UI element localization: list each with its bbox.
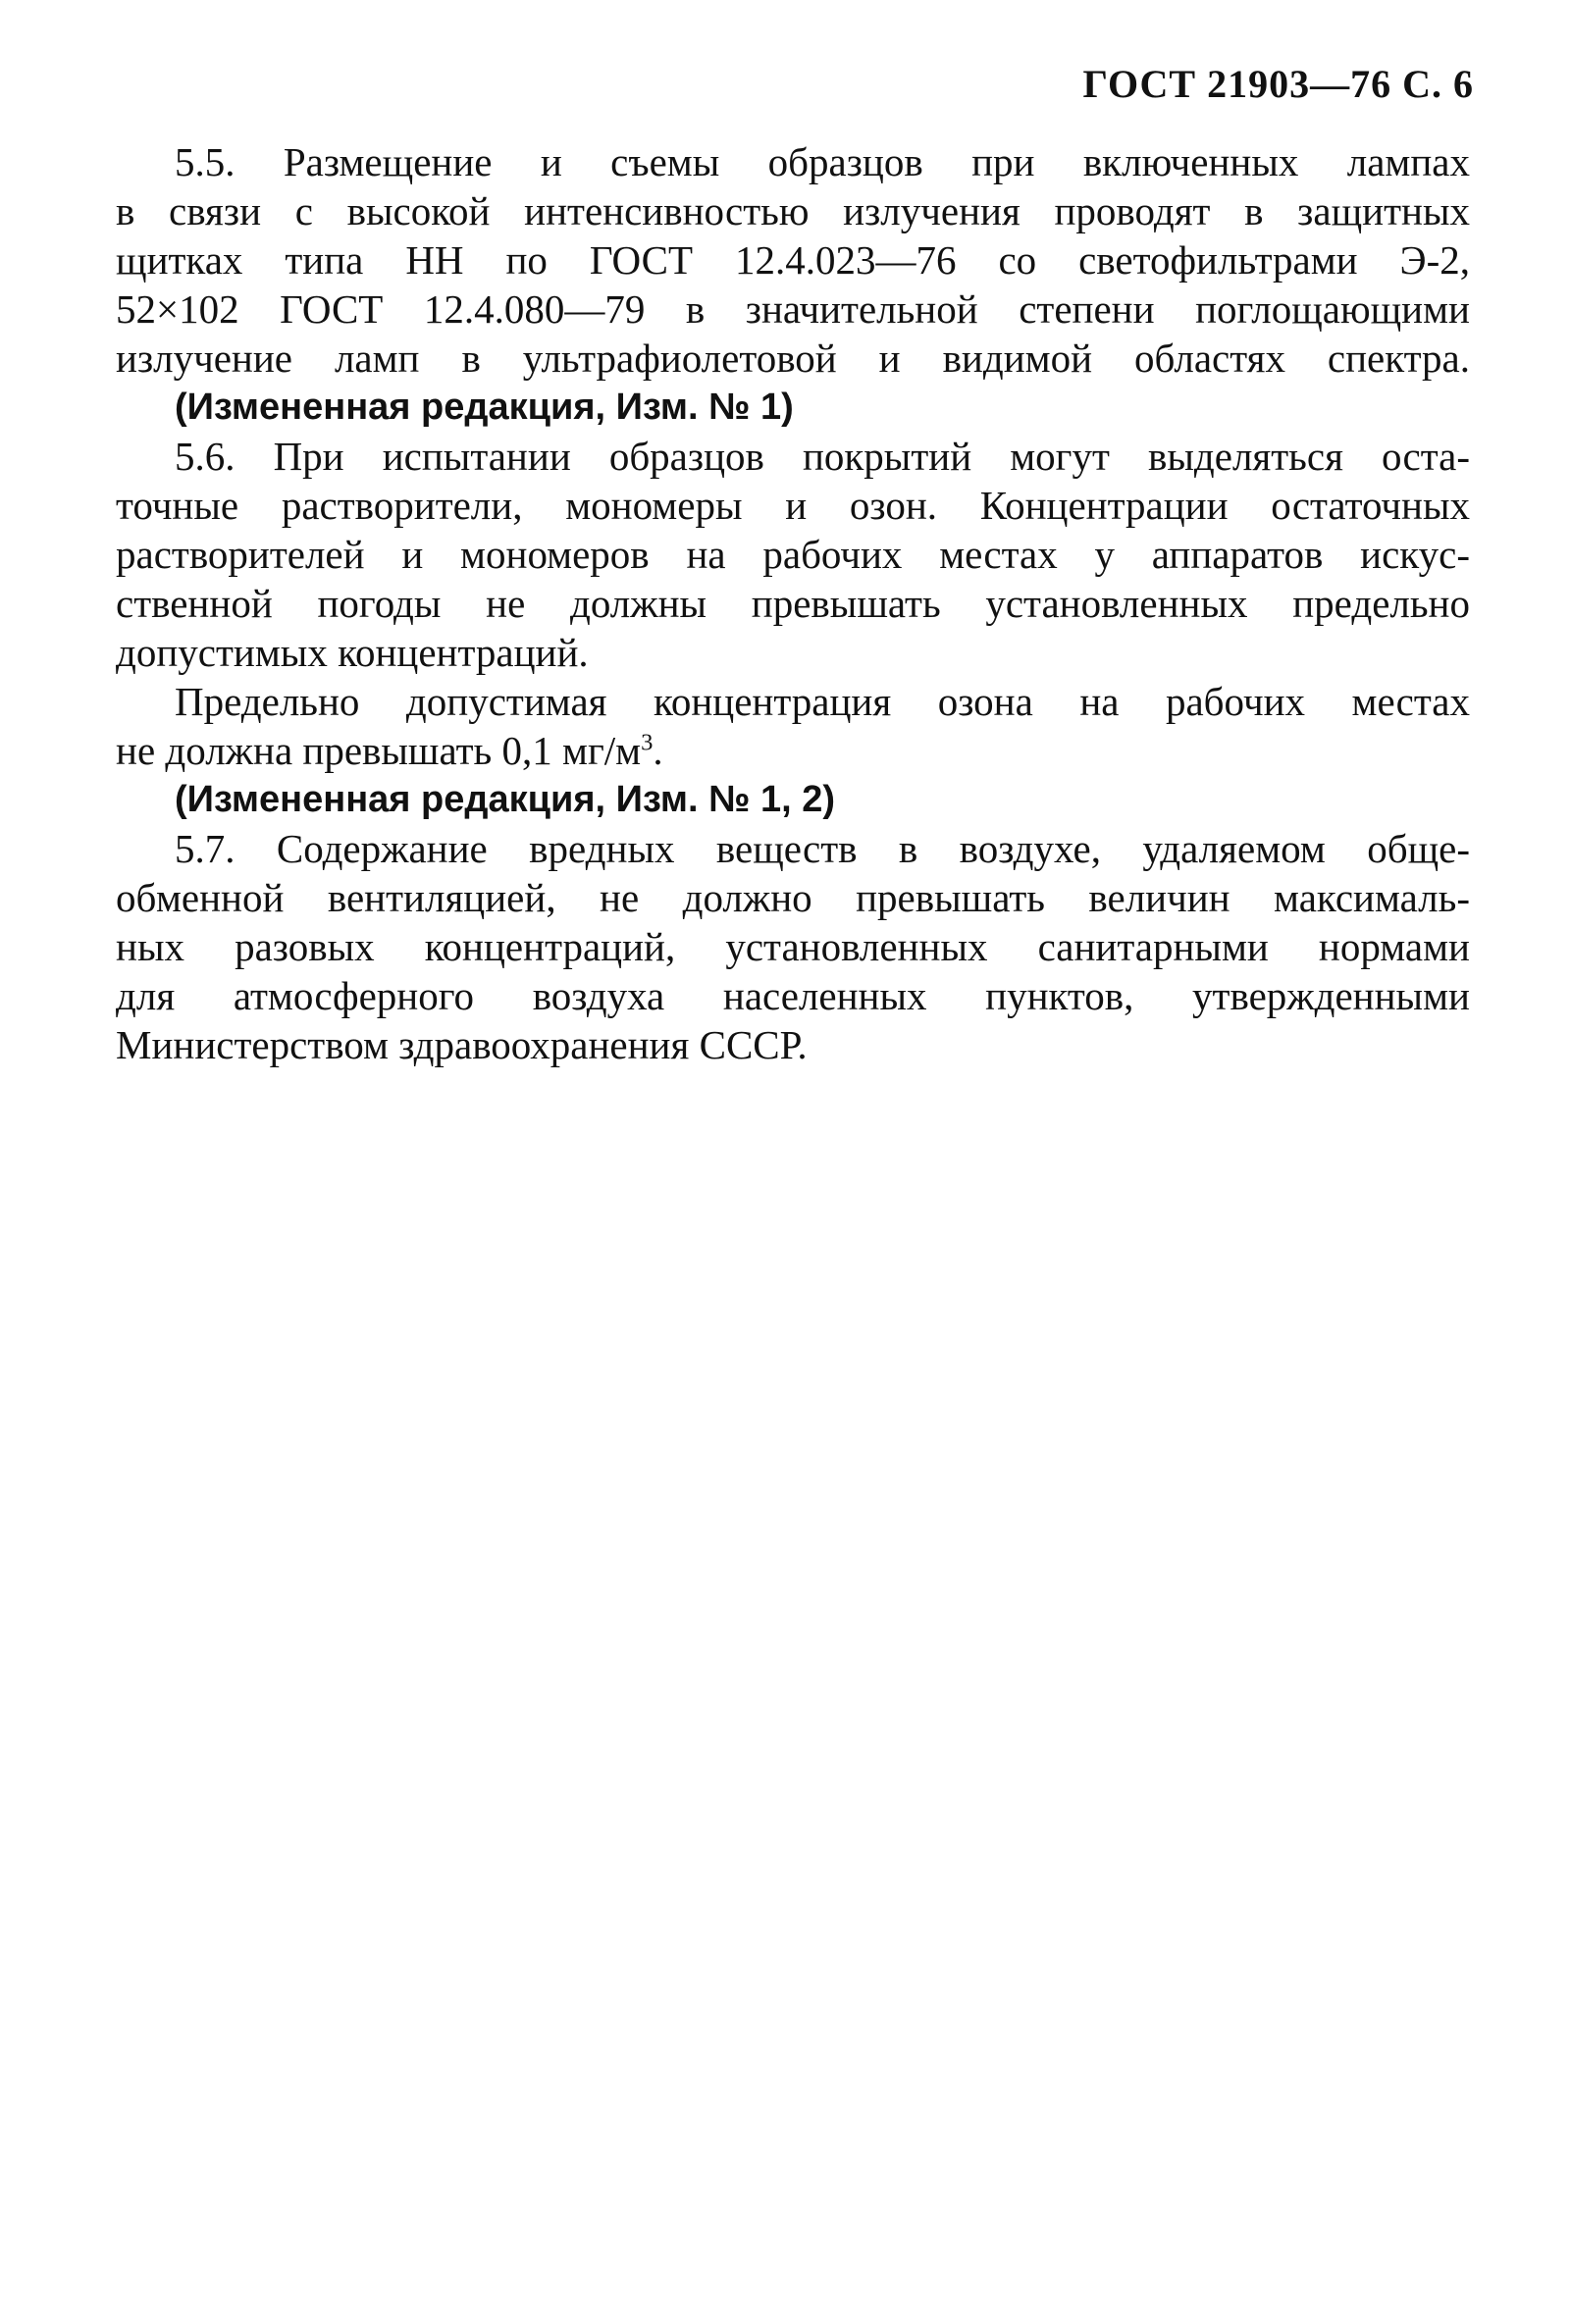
paragraph-line: для атмосферного воздуха населенных пунктов, утвержденными — [116, 973, 1470, 1018]
paragraph-line: точные растворители, мономеры и озон. Концентрации остаточных — [116, 483, 1470, 528]
document-body — [116, 137, 1470, 1069]
paragraph-5-6 — [116, 432, 1470, 677]
paragraph-line: 5.5. Размещение и съемы образцов при включенных лампах — [175, 139, 1470, 184]
paragraph-5-7 — [116, 824, 1470, 1069]
paragraph-5-5 — [116, 137, 1470, 383]
unit-superscript: 3 — [641, 729, 654, 756]
paragraph-line: 5.7. Содержание вредных веществ в воздухе, удаляемом обще- — [175, 826, 1470, 871]
running-header: ГОСТ 21903—76 С. 6 — [1082, 62, 1474, 106]
paragraph-line: Предельно допустимая концентрация озона на рабочих местах — [175, 679, 1470, 724]
paragraph-line: обменной вентиляцией, не должно превышать величин максималь- — [116, 875, 1470, 920]
line-text: не должна превышать 0,1 мг/м — [116, 728, 642, 773]
paragraph-line: в связи с высокой интенсивностью излучения проводят в защитных — [116, 188, 1470, 233]
paragraph-line: растворителей и мономеров на рабочих местах у аппаратов искус- — [116, 532, 1470, 577]
paragraph-line: щитках типа НН по ГОСТ 12.4.023—76 со светофильтрами Э-2, — [116, 237, 1470, 283]
paragraph-line: 52×102 ГОСТ 12.4.080—79 в значительной степени поглощающими — [116, 286, 1470, 332]
paragraph-line-with-unit — [116, 726, 1470, 775]
paragraph-ozone-limit — [116, 677, 1470, 775]
paragraph-line: допустимых концентраций. — [116, 630, 589, 675]
paragraph-line: 5.6. При испытании образцов покрытий могут выделяться оста- — [175, 434, 1470, 479]
paragraph-line: излучение ламп в ультрафиолетовой и видимой областях спектра. — [116, 336, 1470, 381]
amendment-note: (Измененная редакция, Изм. № 1) — [175, 387, 794, 428]
paragraph-line: Министерством здравоохранения СССР. — [116, 1022, 808, 1067]
amendment-note: (Измененная редакция, Изм. № 1, 2) — [175, 779, 836, 820]
line-tail: . — [653, 728, 663, 773]
paragraph-line: ственной погоды не должны превышать установленных предельно — [116, 581, 1470, 626]
paragraph-line: ных разовых концентраций, установленных санитарными нормами — [116, 924, 1470, 969]
